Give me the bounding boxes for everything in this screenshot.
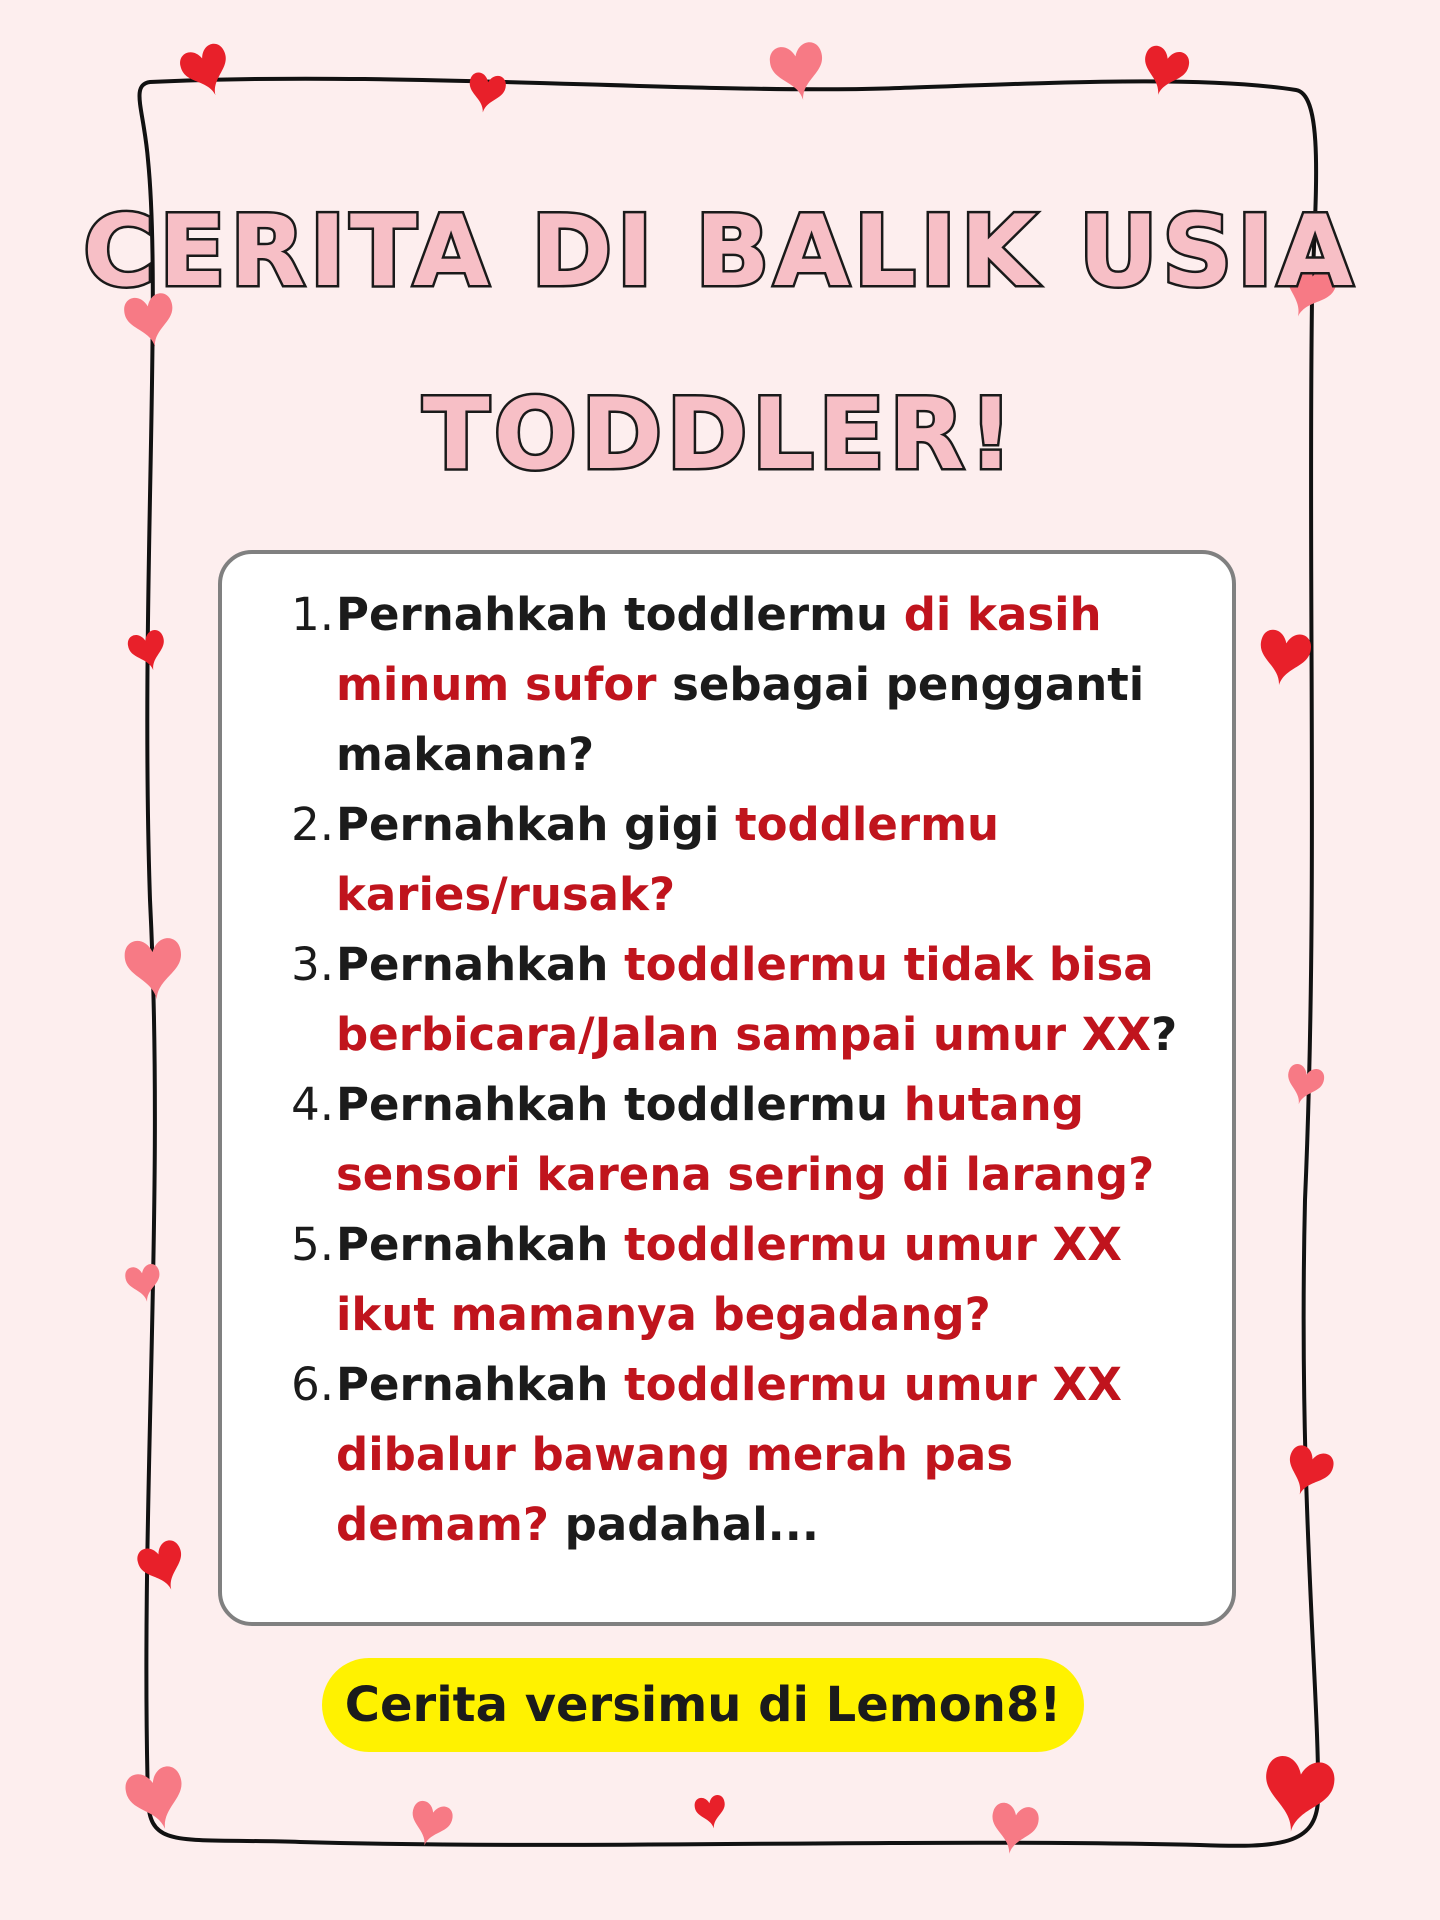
title-line-2: TODDLER! (422, 378, 1018, 492)
heart-icon (986, 1801, 1040, 1858)
question-text: Pernahkah gigi (336, 798, 736, 851)
question-highlight-text: toddlermu umur XX dibalur bawang merah pas demam? (336, 1358, 1122, 1551)
question-highlight-text: hutang sensori karena sering di larang? (336, 1078, 1155, 1201)
question-text: Pernahkah toddlermu (336, 1078, 904, 1131)
heart-icon (177, 41, 237, 103)
question-text: Pernahkah toddlermu (336, 588, 904, 641)
questions-list (290, 580, 1190, 1560)
question-text: sebagai pengganti makanan? (336, 658, 1145, 781)
heart-icon (123, 937, 184, 1002)
question-number: 4. (291, 1078, 334, 1131)
question-item (290, 930, 1190, 1070)
question-text: Pernahkah (336, 1218, 625, 1271)
question-number: 1. (291, 588, 334, 641)
question-highlight-text: di kasih minum sufor (336, 588, 1102, 711)
question-text: Pernahkah (336, 1358, 625, 1411)
question-number: 5. (291, 1218, 334, 1271)
question-item (290, 580, 1190, 790)
question-text: Pernahkah (336, 938, 625, 991)
cta-badge: Cerita versimu di Lemon8! (322, 1658, 1084, 1752)
heart-icon (465, 71, 507, 115)
question-highlight-text: toddlermu karies/rusak? (336, 798, 999, 921)
question-number: 6. (291, 1358, 334, 1411)
question-text: padahal... (548, 1498, 819, 1551)
question-highlight-text: toddlermu umur XX ikut mamanya begadang? (336, 1218, 1122, 1341)
question-item (290, 1210, 1190, 1350)
title-line-1: CERITA DI BALIK USIA (83, 195, 1357, 309)
heart-icon (124, 1263, 164, 1305)
question-item (290, 1070, 1190, 1210)
heart-icon (122, 1763, 192, 1836)
question-highlight-text: toddlermu tidak bisa berbicara/Jalan sampai umur XX (336, 938, 1154, 1061)
question-number: 2. (291, 798, 334, 851)
question-item (290, 1350, 1190, 1560)
heart-icon (1257, 1753, 1337, 1837)
question-number: 3. (291, 938, 334, 991)
heart-icon (1254, 628, 1313, 690)
question-text: ? (1151, 1008, 1178, 1061)
heart-icon (134, 1537, 192, 1597)
heart-icon (693, 1794, 728, 1831)
heart-icon (768, 40, 829, 104)
question-item (290, 790, 1190, 930)
heart-icon (1137, 43, 1192, 100)
heart-icon (1281, 1062, 1326, 1109)
questions-card (218, 550, 1236, 1626)
